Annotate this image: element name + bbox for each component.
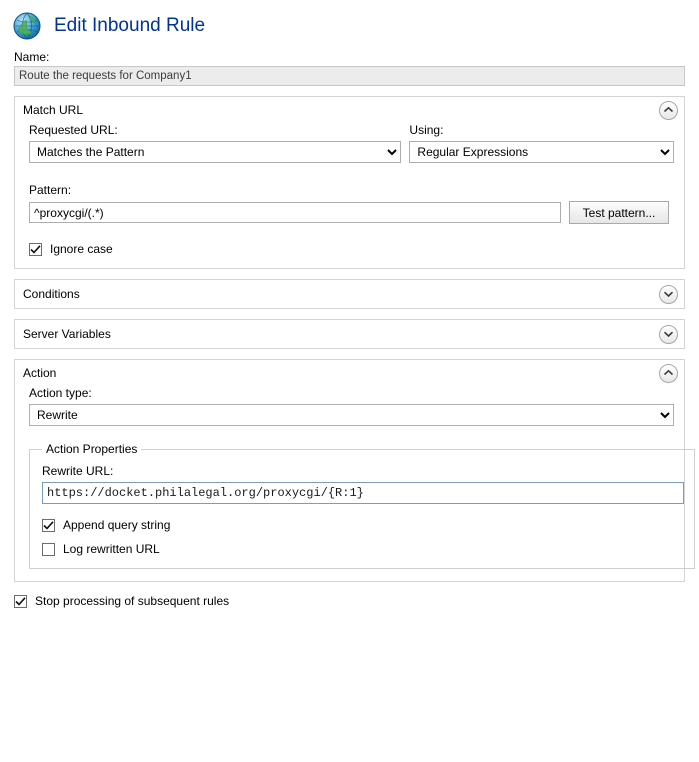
rewrite-url-label: Rewrite URL: xyxy=(42,464,114,478)
conditions-group-header[interactable] xyxy=(15,280,684,308)
append-query-string-label: Append query string xyxy=(63,518,171,532)
conditions-title: Conditions xyxy=(23,287,80,301)
chevron-up-icon[interactable] xyxy=(659,101,678,120)
server-variables-title: Server Variables xyxy=(23,327,111,341)
requested-url-select[interactable] xyxy=(29,141,401,163)
page-title: Edit Inbound Rule xyxy=(54,15,206,36)
action-group-header[interactable] xyxy=(15,360,684,386)
rewrite-url-input[interactable] xyxy=(42,482,684,504)
pattern-label: Pattern: xyxy=(29,183,72,197)
ignore-case-row[interactable] xyxy=(29,242,674,256)
action-type-label: Action type: xyxy=(29,386,92,400)
server-variables-group-header[interactable] xyxy=(15,320,684,348)
server-variables-group xyxy=(14,319,685,349)
pattern-field xyxy=(29,183,674,224)
match-url-group xyxy=(14,96,685,269)
chevron-down-icon[interactable] xyxy=(659,285,678,304)
append-query-string-row[interactable] xyxy=(42,518,684,532)
match-url-title: Match URL xyxy=(23,103,84,117)
log-rewritten-url-checkbox[interactable] xyxy=(42,543,55,556)
pattern-input[interactable] xyxy=(29,202,561,223)
globe-icon xyxy=(12,11,42,41)
action-title: Action xyxy=(23,366,57,380)
action-type-field xyxy=(29,386,674,426)
action-type-select[interactable] xyxy=(29,404,674,426)
page-header xyxy=(0,0,699,48)
requested-url-field xyxy=(29,123,401,163)
stop-processing-label: Stop processing of subsequent rules xyxy=(35,594,230,608)
test-pattern-button[interactable]: Test pattern... xyxy=(569,201,669,224)
stop-processing-checkbox[interactable] xyxy=(14,595,27,608)
action-properties-legend: Action Properties xyxy=(46,442,138,456)
requested-url-label: Requested URL: xyxy=(29,123,118,137)
ignore-case-label: Ignore case xyxy=(50,242,113,256)
chevron-down-icon[interactable] xyxy=(659,325,678,344)
chevron-up-icon[interactable] xyxy=(659,364,678,383)
stop-processing-row[interactable] xyxy=(14,594,699,608)
match-url-body xyxy=(15,123,684,268)
action-group xyxy=(14,359,685,582)
log-rewritten-url-row[interactable] xyxy=(42,542,684,556)
action-properties-group xyxy=(29,442,695,569)
using-label: Using: xyxy=(409,123,444,137)
action-body xyxy=(15,386,684,581)
using-field xyxy=(409,123,674,163)
match-url-group-header[interactable] xyxy=(15,97,684,123)
using-select[interactable] xyxy=(409,141,674,163)
log-rewritten-url-label: Log rewritten URL xyxy=(63,542,160,556)
ignore-case-checkbox[interactable] xyxy=(29,243,42,256)
conditions-group xyxy=(14,279,685,309)
name-label: Name: xyxy=(14,50,50,64)
append-query-string-checkbox[interactable] xyxy=(42,519,55,532)
rule-name-input[interactable] xyxy=(14,66,685,86)
